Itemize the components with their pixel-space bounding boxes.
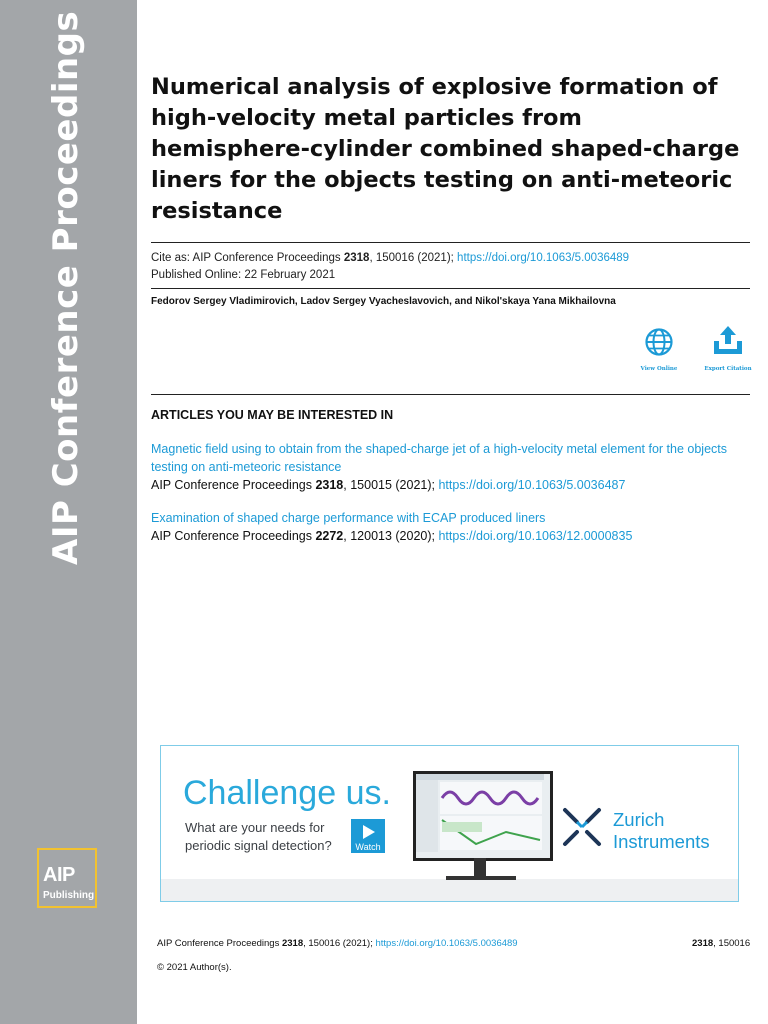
footer-right-page: , 150016 [713,938,751,949]
ad-subtext: What are your needs for periodic signal detection? [185,820,332,853]
citation-block [151,250,629,284]
export-citation-button[interactable] [698,325,758,372]
related-doi-link-1[interactable]: https://doi.org/10.1063/5.0036487 [438,478,626,492]
footer-rest: , 150016 (2021); [303,938,376,949]
ad-bottom-strip [161,879,738,901]
journal-vertical-title: AIP Conference Proceedings [46,10,86,565]
zurich-instruments-logo-icon [561,806,603,848]
cite-journal: AIP Conference Proceedings [151,529,316,543]
footer-citation [157,938,518,949]
cite-volume: 2318 [343,252,370,264]
watch-label: Watch [355,842,381,852]
cite-rest: , 120013 (2020); [343,529,439,543]
view-online-button[interactable] [629,327,689,372]
monitor-foot [446,876,516,880]
export-icon [711,325,745,357]
brand-line-2: Instruments [613,831,710,852]
monitor-stand [474,858,486,878]
divider [151,242,750,243]
ad-headline: Challenge us. [183,774,391,812]
footer-doi-link[interactable]: https://doi.org/10.1063/5.0036489 [375,938,518,949]
sidebar [0,0,137,1024]
author-list: Fedorov Sergey Vladimirovich, Ladov Sergey Vyacheslavovich, and Nikol'skaya Yana Mikhailovna [151,296,616,307]
footer-volume: 2318 [281,938,304,949]
copyright: © 2021 Author(s). [157,962,232,973]
watch-button[interactable] [351,819,385,853]
globe-icon [644,327,674,357]
logo-line-1: AIP [43,864,75,886]
export-citation-label: Export Citation [704,366,752,372]
related-article-title-2[interactable]: Examination of shaped charge performance with ECAP produced liners [151,511,546,525]
cite-volume: 2272 [315,529,344,543]
advertisement-banner[interactable] [160,745,739,902]
cite-journal: AIP Conference Proceedings [151,478,316,492]
brand-line-1: Zurich [613,809,665,830]
cite-prefix: Cite as: AIP Conference Proceedings [151,252,344,264]
play-icon [363,825,375,839]
related-article-cite-2 [151,527,632,545]
view-online-label: View Online [640,366,678,372]
logo-line-2: Publishing [43,890,95,901]
footer-page-ref [692,938,750,949]
aip-publishing-logo[interactable] [37,848,97,908]
zurich-instruments-wordmark [613,809,710,853]
related-heading: ARTICLES YOU MAY BE INTERESTED IN [151,408,394,422]
published-date: Published Online: 22 February 2021 [151,269,336,281]
cite-volume: 2318 [315,478,344,492]
cite-rest: , 150015 (2021); [343,478,439,492]
cite-rest: , 150016 (2021); [369,252,458,264]
oscilloscope-screen-icon [416,774,544,852]
monitor-illustration [413,771,553,861]
divider [151,288,750,289]
footer-journal: AIP Conference Proceedings [157,938,282,949]
related-article-title-1[interactable]: Magnetic field using to obtain from the shaped-charge jet of a high-velocity metal element for the objects testing on anti-meteoric resistance [151,442,728,474]
paper-title: Numerical analysis of explosive formation of high-velocity metal particles from hemisphere-cylinder combined shaped-charge liners for the objects testing on anti-meteoric resistance [151,74,740,224]
related-doi-link-2[interactable]: https://doi.org/10.1063/12.0000835 [438,529,633,543]
related-article-cite-1 [151,476,625,494]
divider [151,394,750,395]
footer-right-volume: 2318 [692,938,714,949]
doi-link[interactable]: https://doi.org/10.1063/5.0036489 [457,252,630,264]
